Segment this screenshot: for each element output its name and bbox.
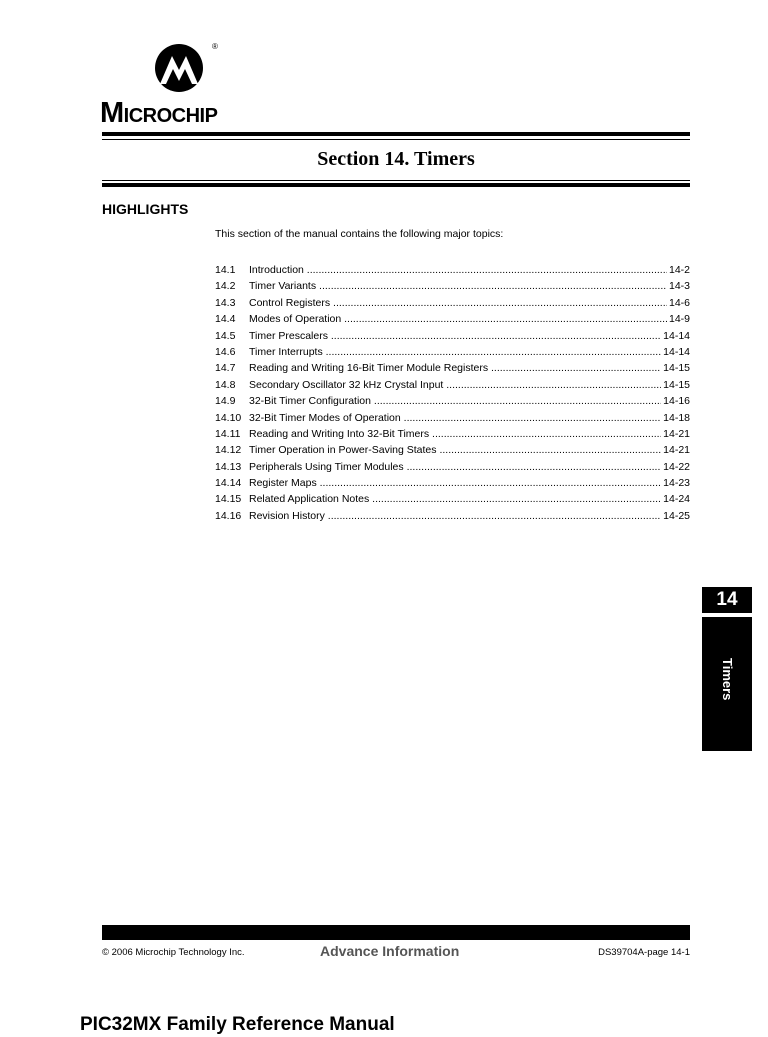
toc-entry-title[interactable]: Peripherals Using Timer Modules ..... <box>249 461 690 474</box>
chapter-tab-label: Timers <box>720 658 735 701</box>
toc-entry-number: 14.4 <box>215 313 236 326</box>
toc-entry[interactable] <box>215 477 690 493</box>
toc-entry-title[interactable]: 32-Bit Timer Modes of Operation ..... <box>249 412 690 425</box>
toc-entry-number: 14.11 <box>215 427 241 440</box>
toc-entry-page[interactable]: 14-24 <box>663 493 690 506</box>
toc-entry-number: 14.7 <box>215 362 236 375</box>
toc-entry[interactable] <box>215 493 690 509</box>
toc-entry[interactable] <box>215 428 690 444</box>
footer-bar <box>102 925 690 940</box>
toc-entry-page[interactable]: 14-21 <box>663 427 690 440</box>
toc-entry-number: 14.9 <box>215 395 236 408</box>
next-page-header: PIC32MX Family Reference Manual <box>80 1014 395 1035</box>
toc-entry-title[interactable]: Register Maps ..... <box>249 477 690 490</box>
toc-entry-number: 14.12 <box>215 444 242 457</box>
toc-entry-number: 14.2 <box>215 280 236 293</box>
toc-entry-title[interactable]: Control Registers ..... <box>249 297 690 310</box>
section-title: Section 14. Timers <box>317 148 475 170</box>
toc-entry-page[interactable]: 14-6 <box>668 296 690 309</box>
toc-entry-number: 14.8 <box>215 378 236 391</box>
header-rule-bottom <box>102 183 690 187</box>
toc-entry[interactable] <box>215 346 690 362</box>
footer-copyright: © 2006 Microchip Technology Inc. <box>102 947 245 958</box>
chapter-tab <box>702 617 752 751</box>
toc-entry-page[interactable]: 14-23 <box>663 477 690 490</box>
table-of-contents <box>215 264 690 526</box>
toc-entry-number: 14.10 <box>215 411 242 424</box>
toc-entry-page[interactable]: 14-3 <box>668 280 690 293</box>
toc-entry-title[interactable]: Revision History ..... <box>249 510 690 523</box>
toc-entry-page[interactable]: 14-15 <box>663 378 690 391</box>
registered-mark: ® <box>212 42 218 51</box>
toc-entry[interactable] <box>215 395 690 411</box>
toc-entry-number: 14.3 <box>215 296 236 309</box>
toc-entry-number: 14.15 <box>215 493 242 506</box>
toc-entry[interactable] <box>215 264 690 280</box>
toc-entry-title[interactable]: Timer Variants ..... <box>249 280 690 293</box>
toc-entry-title[interactable]: Secondary Oscillator 32 kHz Crystal Input ..... <box>249 379 690 392</box>
toc-entry-number: 14.13 <box>215 460 242 473</box>
toc-entry-number: 14.16 <box>215 509 242 522</box>
toc-entry-title[interactable]: Modes of Operation ..... <box>249 313 690 326</box>
toc-entry[interactable] <box>215 313 690 329</box>
toc-entry-title[interactable]: Timer Interrupts ..... <box>249 346 690 359</box>
chapter-tab-number: 14 <box>702 587 752 613</box>
footer-advance-information: Advance Information <box>320 943 460 959</box>
toc-entry-page[interactable]: 14-25 <box>663 509 690 522</box>
toc-entry[interactable] <box>215 362 690 378</box>
toc-entry-page[interactable]: 14-18 <box>663 411 690 424</box>
toc-entry-number: 14.5 <box>215 329 236 342</box>
toc-entry-title[interactable]: Timer Prescalers ..... <box>249 330 690 343</box>
toc-entry-title[interactable]: 32-Bit Timer Configuration ..... <box>249 395 690 408</box>
header-rule-top-thin <box>102 139 690 140</box>
toc-entry[interactable] <box>215 280 690 296</box>
toc-entry[interactable] <box>215 379 690 395</box>
footer-page-ref: DS39704A-page 14-1 <box>598 947 690 958</box>
microchip-logo-icon <box>148 42 210 94</box>
toc-entry[interactable] <box>215 510 690 526</box>
toc-entry-page[interactable]: 14-22 <box>663 460 690 473</box>
toc-entry-number: 14.14 <box>215 477 242 490</box>
toc-entry[interactable] <box>215 297 690 313</box>
toc-entry-number: 14.1 <box>215 264 236 276</box>
header-rule-bottom-thin <box>102 180 690 181</box>
toc-entry-title[interactable]: Reading and Writing 16-Bit Timer Module Registers ..... <box>249 362 690 375</box>
highlights-heading: HIGHLIGHTS <box>102 201 189 217</box>
toc-entry-page[interactable]: 14-16 <box>663 395 690 408</box>
toc-entry-page[interactable]: 14-2 <box>668 264 690 276</box>
toc-entry-title[interactable]: Related Application Notes ..... <box>249 493 690 506</box>
toc-entry-page[interactable]: 14-15 <box>663 362 690 375</box>
logo-wordmark: Microchip <box>100 97 218 129</box>
intro-text: This section of the manual contains the following major topics: <box>215 228 504 240</box>
microchip-logo <box>100 42 265 128</box>
header-rule-top <box>102 132 690 136</box>
toc-entry-page[interactable]: 14-14 <box>663 329 690 342</box>
toc-entry-page[interactable]: 14-14 <box>663 345 690 358</box>
toc-entry-page[interactable]: 14-9 <box>668 313 690 326</box>
toc-entry[interactable] <box>215 412 690 428</box>
toc-entry[interactable] <box>215 330 690 346</box>
toc-entry-title[interactable]: Reading and Writing Into 32-Bit Timers ..... <box>249 428 690 441</box>
toc-entry-title[interactable]: Timer Operation in Power-Saving States ..... <box>249 444 690 457</box>
toc-entry-title[interactable]: Introduction ..... <box>249 264 690 277</box>
toc-entry[interactable] <box>215 461 690 477</box>
toc-entry-number: 14.6 <box>215 345 236 358</box>
toc-entry-page[interactable]: 14-21 <box>663 444 690 457</box>
toc-entry[interactable] <box>215 444 690 460</box>
